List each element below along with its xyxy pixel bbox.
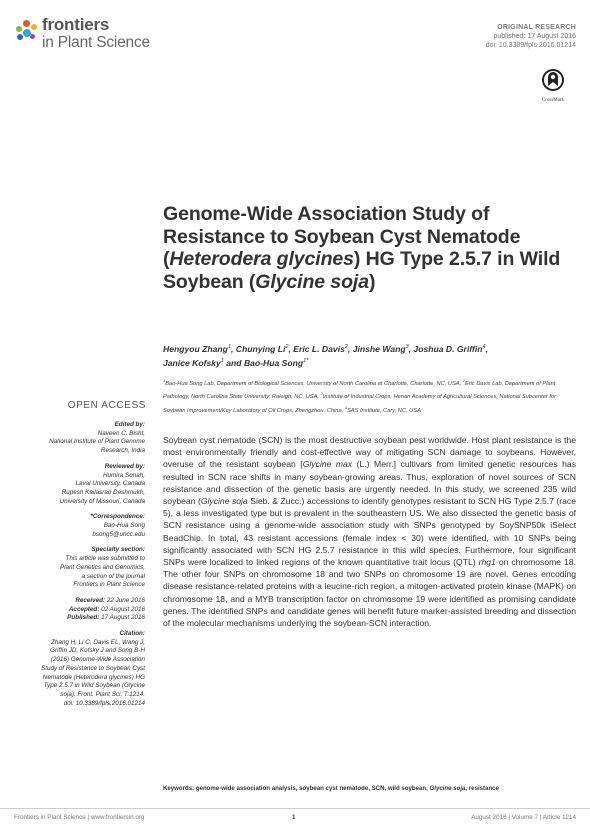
author-name[interactable]: Joshua D. Griffin [413,343,483,354]
crossmark-badge[interactable] [537,68,569,103]
author-affil-sup: 4 [482,344,486,350]
article-sidebar [18,421,145,708]
abstract-text: on chromosome 18. The other four SNPs on chromosome 18 and two SNPs on chromosome 19 are novel. Genes encoding disease resistance-related proteins with a leucine-rich region, a mitogen-activated protein kinase (MAPK) on chromosome 18, and a MYB transcription factor on chromosome 19 were identified as promising candidate genes. The identified SNPs and candidate genes will benefit future marker-assisted breeding and dissection of the molecular mechanisms underlying the soybean-SCN interaction. [163,557,576,629]
citation-label: Citation: [119,630,145,638]
affiliation-text: SAS Institute, Cary, NC, USA [347,407,421,414]
specialty-line: Plant Genetics and Genomics, [59,563,145,571]
citation-line: Type 2.5.7 in Wild Soybean (Glycine [43,682,145,690]
affiliation-text: Eric Davis Lab, Department of Plant Pathology, North Carolina State University, Raleigh, NC, USA, [163,380,556,401]
logo-dot [31,24,37,30]
author-name[interactable]: Chunying Li [235,343,286,354]
affiliation-text: Institute of Industrial Crops, Henan Academy of Agricultural Sciences, National Subcenter for Soybean Improvement/Key Laboratory of Oil Crops, Zhengzhou, China, [163,394,556,414]
published-date-sidebar [18,614,145,623]
footer-issue-info: August 2016 | Volume 7 | Article 1214 [471,814,576,821]
affiliations [163,376,576,416]
crossmark-label: CrossMark [541,98,565,103]
crossmark-icon [541,68,565,92]
citation-text [18,639,145,709]
article-type: ORIGINAL RESEARCH [497,24,576,31]
keywords-label: Keywords: [163,785,195,792]
citation-line[interactable]: doi: 10.3389/fpls.2016.01214 [63,699,145,707]
title-italic-species: Heterodera glycines [169,248,354,270]
title-text: Genome-Wide Association Study of Resistance to Soybean Cyst Nematode ( [163,203,521,270]
affiliation-text: Bao-Hua Song Lab, Department of Biological Sciences, University of North Carolina at Charlotte, Charlotte, NC, USA, [165,380,463,387]
frontiers-logo[interactable] [14,16,154,56]
citation-line: Griffin JD, Kofsky J and Song B-H [50,647,145,655]
logo-dot [30,34,35,39]
footer-journal-link[interactable]: Frontiers in Plant Science | www.frontiersin.org [14,814,145,821]
keywords-value: genome-wide association analysis, soybean cyst nematode, SCN, wild soybean, [194,785,430,792]
abstract-text: Soybean cyst nematode (SCN) is the most destructive soybean pest worldwide. Host plant resistance is the most environmentally friendly and cost-effective way of mitigating SCN damage to soybeans. However, overuse of the resistant soybean [ [163,435,576,470]
citation-line: Zhang H, Li C, Davis EL, Wang J, [50,638,145,646]
author-list: Hengyou Zhang$^1$, Chunying Li$^2$, Eric L. Davis$^2$, Jinshe Wang$^3$, Joshua D. Griffin$^4$, Janice Kofsky$^1$ and Bao-Hua Song$^{1*}$ [163,343,488,368]
author-affil-sup: 2 [344,344,348,350]
citation-line: Nematode (Heterodera glycines) HG [42,673,145,681]
journal-name: in Plant Science [42,34,150,51]
affil-sup: 4 [344,404,348,410]
abstract [163,434,576,629]
abstract-italic: Glycine max [302,459,353,470]
abstract-text: (L.) Merr.] cultivars from limited genetic resources has resulted in SCN race shifts in many soybean-growing areas. Thus, exploration of novel sources of SCN resistance and dissection of the genetic basis are urgently needed. In this study, we screened 235 wild soybean ( [163,459,577,507]
logo-dot [23,20,30,27]
author-affil-sup: 1* [303,357,309,364]
title-italic-species: Glycine soja [255,270,369,293]
article-meta [486,23,576,50]
published-value: 17 August 2016 [101,614,145,622]
footer-divider [0,808,590,809]
title-text: ) HG Type 2.5.7 in Wild Soybean ( [163,248,561,293]
keywords-italic: Glycine soja [429,785,466,792]
author-affil-sup: 2 [285,344,289,350]
affil-sup: 1 [163,378,166,383]
title-text: ) [368,270,376,293]
citation-line: Study of Resistance to Soybean Cyst [41,664,145,672]
doi-link[interactable]: doi: 10.3389/fpls.2016.01214 [485,42,576,49]
logo-dot [16,26,22,32]
abstract-text: Sieb. & Zucc.) accessions to identify genotypes resistant to SCN HG Type 2.5.7 (race 5), a less investigated type but is prevalent in the southeastern US. We also dissected the genetic basis of SCN resistance using a genome-wide association study with SNPs genotyped by SoySNP50k iSelect BeadChip. In total, 43 resistant accessions (female index < 30) were identified, with 10 SNPs being significantly associated with SCN HG 2.5.7 resistance in this wild species. Furthermore, four significant SNPs were localized to linked regions of the known quantitative trait locus (QTL) [163,496,576,568]
author-affil-sup: 1 [220,357,224,364]
correspondence-label: *Correspondence: [90,513,145,521]
editor-line: National Institute of Plant Genome [49,438,145,446]
keywords-value: , resistance [465,785,499,792]
correspondence-name: Bao-Hua Song [103,522,145,530]
specialty-section-label: Specialty section: [91,546,145,554]
published-date: published: 17 August 2016 [493,33,576,40]
correspondence-email[interactable]: bsong5@uncc.edu [92,530,145,538]
author-affil-sup: 3 [405,344,409,350]
abstract-italic: Glycine soja [200,496,248,507]
accepted-label: Accepted: [68,605,100,613]
citation-line: soja). Front. Plant Sci. 7:1214. [60,690,145,698]
author-name[interactable]: Jinshe Wang [352,343,406,354]
page-number: 1 [292,814,296,821]
reviewer-line: Laval University, Canada [75,480,145,488]
reviewed-by-label: Reviewed by: [104,462,145,470]
editor-line: Naveen C. Bisht, [97,429,145,437]
specialty-line: Frontiers in Plant Science [73,581,145,589]
received-label: Received: [75,596,106,604]
editor-line: Research, India [100,447,145,455]
edited-by-label: Edited by: [114,421,145,428]
published-label: Published: [67,614,100,622]
reviewer-line: Rupesh Kailasrao Deshmukh, [61,488,145,496]
specialty-line: a section of the journal [81,572,145,580]
author-affil-sup: 1 [227,344,231,350]
accepted-date [18,606,145,615]
author-name[interactable]: Hengyou Zhang [163,343,228,354]
article-title [163,203,568,293]
abstract-italic: rhg1 [478,557,496,568]
affil-sup: 3 [320,391,323,397]
frontiers-logo-icon [14,20,40,46]
affil-sup: 2 [462,378,465,383]
reviewer-line: University of Missouri, Canada [59,497,145,505]
accepted-value: 02 August 2016 [101,605,145,613]
specialty-line: This article was submitted to [65,555,145,563]
logo-dot [17,34,23,40]
received-value: 22 June 2016 [106,596,145,604]
logo-wordmark: frontiers [42,15,110,34]
received-date [18,597,145,606]
author-name[interactable]: Eric L. Davis [293,343,345,354]
open-access-label: OPEN ACCESS [67,400,146,411]
author-name[interactable]: Janice Kofsky [163,357,221,368]
keywords [163,784,576,793]
reviewer-line: Humira Sonah, [103,471,145,479]
author-name[interactable]: Bao-Hua Song [243,357,304,368]
citation-line: (2016) Genome-Wide Association [50,656,145,664]
